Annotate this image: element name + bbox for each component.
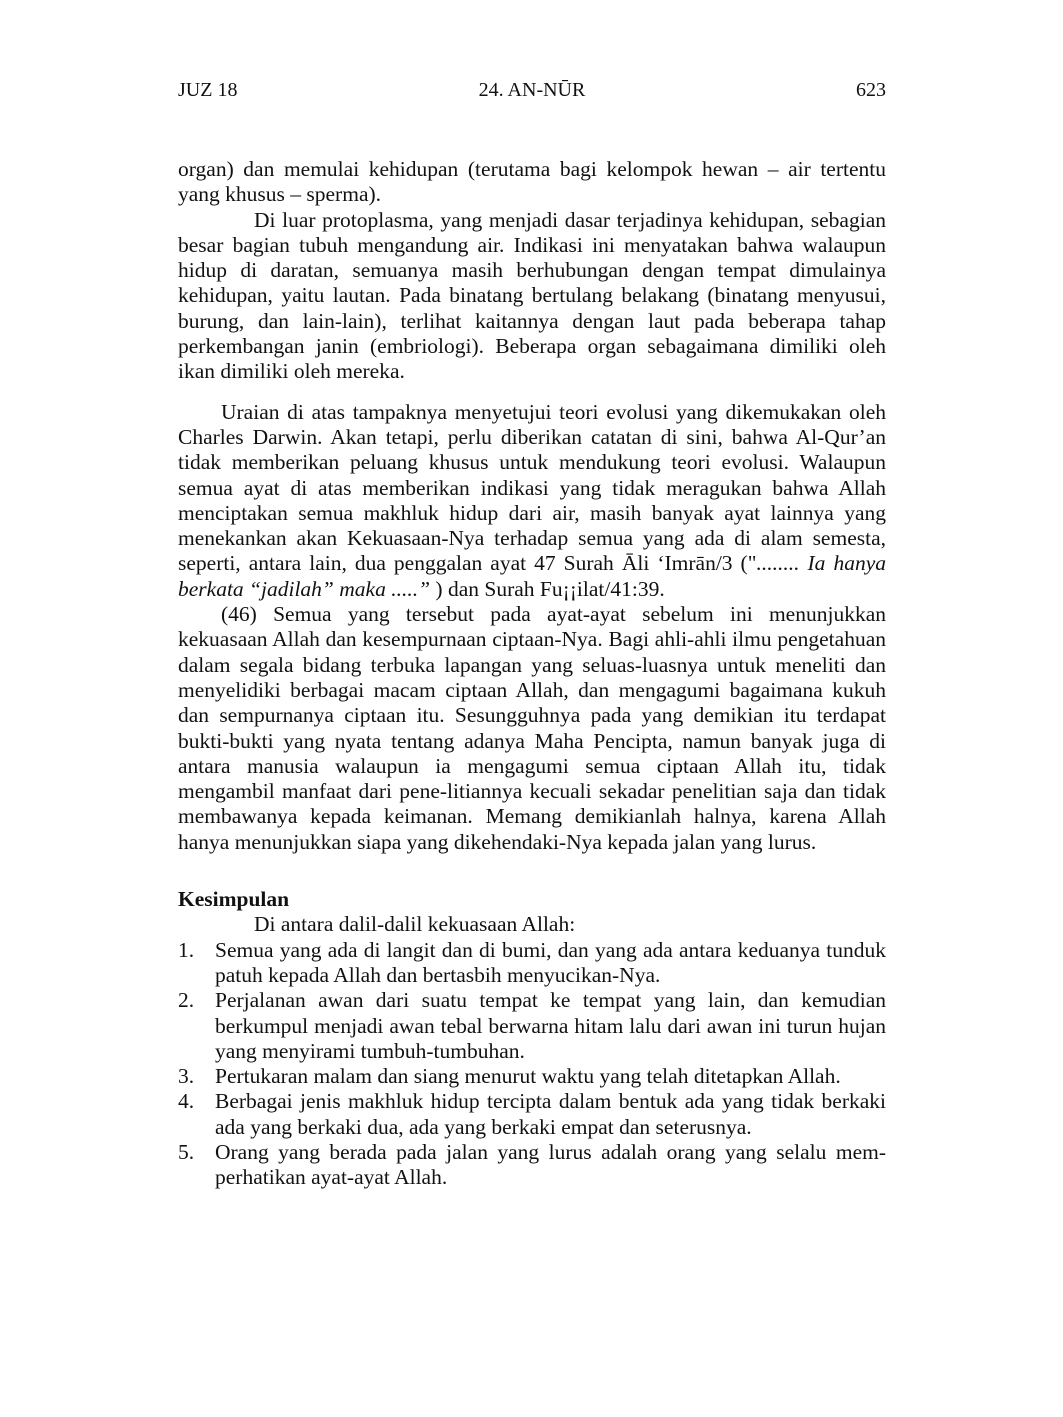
list-number: 3. [178, 1064, 195, 1089]
list-item [178, 988, 886, 1064]
paragraph-evolution-end: ) dan Surah Fu¡¡ilat/41:39. [430, 576, 665, 601]
juz-label: JUZ 18 [178, 79, 238, 101]
list-text: Orang yang berada pada jalan yang lurus adalah orang yang selalu mem-perhatikan ayat-ayat Allah. [215, 1139, 886, 1190]
paragraph-evolution [178, 400, 886, 602]
list-number: 2. [178, 988, 195, 1013]
list-item [178, 1140, 886, 1191]
paragraph-verse-46: (46) Semua yang tersebut pada ayat-ayat sebelum ini menunjukkan kekuasaan Allah dan kesempurnaan ciptaan-Nya. Bagi ahli-ahli ilmu pengetahuan dalam segala bidang terbuka lapangan yang seluas-luasnya untuk meneliti dan menyelidiki berbagai macam ciptaan Allah, dan mengagumi bagaimana kukuh dan sempurnanya ciptaan itu. Sesungguhnya pada yang demikian itu terdapat bukti-bukti yang nyata tentang adanya Maha Pencipta, namun banyak juga di antara manusia walaupun ia mengagumi semua ciptaan Allah itu, tidak mengambil manfaat dari pene-litiannya kecuali sekadar penelitian saja dan tidak membawanya kepada keimanan. Memang demikianlah halnya, karena Allah hanya menunjukkan siapa yang dikehendaki-Nya kepada jalan yang lurus. [178, 602, 886, 854]
paragraph-protoplasma: Di luar protoplasma, yang menjadi dasar terjadinya kehidupan, sebagian besar bagian tubuh mengandung air. Indikasi ini menyatakan bahwa walaupun hidup di daratan, semuanya masih berhubungan dengan tempat dimulainya kehidupan, yaitu lautan. Pada binatang bertulang belakang (binatang menyusui, burung, dan lain-lain), terlihat kaitannya dengan laut pada beberapa tahap perkembangan janin (embriologi). Beberapa organ sebagaimana dimiliki oleh ikan dimiliki oleh mereka. [178, 207, 886, 384]
conclusion-heading: Kesimpulan [178, 887, 290, 912]
page-header [178, 76, 886, 104]
list-number: 5. [178, 1139, 195, 1164]
surah-title: 24. AN-NŪR [478, 79, 586, 101]
quoted-verse: ........ Ia hanya berkata “jadilah” maka .....” [178, 551, 886, 601]
list-number: 4. [178, 1089, 195, 1114]
list-text: Perjalanan awan dari suatu tempat ke tempat yang lain, dan kemudian berkumpul menjadi awan tebal berwarna hitam lalu dari awan ini turun hujan yang menyirami tumbuh-tumbuhan. [215, 988, 886, 1063]
conclusion-intro: Di antara dalil-dalil kekuasaan Allah: [254, 912, 576, 937]
conclusion-list [178, 938, 886, 1191]
list-item [178, 938, 886, 989]
list-text: Semua yang ada di langit dan di bumi, dan yang ada antara keduanya tunduk patuh kepada Allah dan bertasbih menyucikan-Nya. [215, 937, 886, 987]
list-number: 1. [178, 937, 195, 962]
paragraph-evolution-main: Uraian di atas tampaknya menyetujui teori evolusi yang dikemukakan oleh Charles Darwin. Akan tetapi, perlu diberikan catatan di sini, bahwa Al-Qur’an tidak memberikan peluang khusus untuk mendukung teori evolusi. Walaupun semua ayat di atas memberikan indikasi yang tidak meragukan bahwa Allah menciptakan semua makhluk hidup dari air, masih banyak ayat lainnya yang menekankan akan Kekuasaan-Nya terhadap semua yang ada di alam semesta, seperti, antara lain, dua penggalan ayat 47 Surah Āli ‘Imrān/3 (" [178, 399, 886, 576]
list-item [178, 1064, 886, 1089]
list-text: Berbagai jenis makhluk hidup tercipta dalam bentuk ada yang tidak berkaki ada yang berkaki dua, ada yang berkaki empat dan seterusnya. [215, 1089, 886, 1139]
page-number: 623 [856, 79, 886, 101]
list-text: Pertukaran malam dan siang menurut waktu yang telah ditetapkan Allah. [215, 1064, 841, 1089]
paragraph-continuation: organ) dan memulai kehidupan (terutama bagi kelompok hewan – air tertentu yang khusus – sperma). [178, 157, 886, 207]
list-item [178, 1089, 886, 1140]
page-body [178, 157, 886, 1191]
